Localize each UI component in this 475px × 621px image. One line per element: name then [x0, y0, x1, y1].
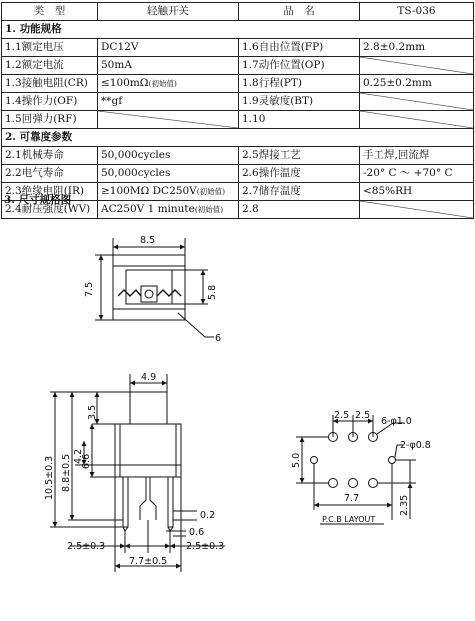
row-value: <85%RH — [360, 183, 474, 201]
dim-7-5: 7.5 — [84, 281, 95, 297]
value-text: ≤100mΩ — [101, 77, 149, 89]
empty-cell — [98, 111, 239, 129]
row-label: 1.10 — [239, 111, 360, 129]
row-label: 2.3绝缘电阻(IR) — [2, 183, 98, 201]
row-label: 1.5回弹力(RF) — [2, 111, 98, 129]
row-value: **gf — [98, 93, 239, 111]
row-value: 2.8±0.2mm — [360, 39, 474, 57]
dim-4-2: 4.2 — [73, 448, 84, 464]
left-pin — [123, 477, 128, 527]
type-value: 轻触开关 — [98, 3, 239, 21]
empty-cell — [360, 111, 474, 129]
initial-note: (初始值) — [148, 79, 177, 88]
pcb-hole — [329, 479, 338, 488]
value-text: ≥100MΩ DC250V — [101, 185, 197, 197]
pcb-dim-5-0: 5.0 — [291, 452, 302, 468]
dim-3-5: 3.5 — [87, 404, 98, 420]
table-row — [2, 111, 474, 129]
empty-cell — [360, 57, 474, 75]
section1-title: 1. 功能规格 — [2, 21, 474, 39]
pcb-pitch-2: 2.5 — [355, 410, 371, 421]
dim-0-6: 0.6 — [189, 527, 205, 538]
spec-table — [1, 2, 474, 219]
row-label: 1.7动作位置(OP) — [239, 57, 360, 75]
table-row — [2, 147, 474, 165]
row-label: 1.9灵敏度(BT) — [239, 93, 360, 111]
pcb-hole — [369, 433, 378, 442]
dim-2-5-right: 2.5±0.3 — [186, 541, 225, 552]
row-label: 2.6操作温度 — [239, 165, 360, 183]
initial-note: (初始值) — [196, 187, 226, 196]
row-label: 1.1额定电压 — [2, 39, 98, 57]
dim-7-7: 7.7±0.5 — [129, 556, 168, 567]
pcb-hole-large-label: 6-φ1.0 — [381, 416, 412, 427]
type-label: 类 型 — [2, 3, 98, 21]
pcb-hole — [329, 433, 338, 442]
right-pin — [168, 477, 173, 527]
pcb-hole — [349, 433, 358, 442]
pcb-hole-small — [311, 457, 318, 464]
empty-cell — [360, 93, 474, 111]
row-label: 1.8行程(PT) — [239, 75, 360, 93]
top-view — [95, 238, 214, 337]
row-label: 2.8 — [239, 201, 360, 219]
row-label: 2.2电气寿命 — [2, 165, 98, 183]
pcb-hole — [349, 479, 358, 488]
callout-6: 6 — [215, 333, 222, 344]
row-value: DC12V — [98, 39, 239, 57]
row-label: 2.7储存温度 — [239, 183, 360, 201]
row-label: 1.4操作力(OF) — [2, 93, 98, 111]
part-label: 品 名 — [239, 3, 360, 21]
row-label: 1.3接触电阻(CR) — [2, 75, 98, 93]
table-row — [2, 75, 474, 93]
table-row — [2, 39, 474, 57]
row-value-with-note — [98, 201, 239, 219]
pcb-hole-small — [389, 457, 396, 464]
value-text: AC250V 1 minute — [101, 203, 195, 215]
side-view — [50, 374, 225, 572]
row-label: 1.6自由位置(FP) — [239, 39, 360, 57]
dim-0-2: 0.2 — [200, 510, 216, 521]
pcb-pitch-1: 2.5 — [334, 410, 350, 421]
pcb-dim-2-35: 2.35 — [399, 494, 410, 516]
section3-title: 3. 尺寸规格图 — [4, 194, 72, 206]
initial-note: (初始值) — [194, 205, 224, 214]
actuator-stem — [130, 392, 167, 424]
part-value: TS-036 — [360, 3, 474, 21]
table-row — [2, 93, 474, 111]
dim-10-5: 10.5±0.3 — [44, 455, 55, 500]
row-label: 2.4耐压强度(WV) — [2, 201, 98, 219]
table-row — [2, 165, 474, 183]
dim-8-8: 8.8±0.5 — [61, 453, 72, 492]
pcb-dim-7-7: 7.7 — [344, 493, 360, 504]
row-value: 50mA — [98, 57, 239, 75]
top-view-body — [113, 255, 185, 320]
dim-8-5: 8.5 — [140, 235, 156, 246]
pcb-hole-small-label: 2-φ0.8 — [400, 440, 431, 451]
section2-title: 2. 可靠度参数 — [2, 129, 474, 147]
switch-body-lower — [115, 465, 181, 477]
table-row — [2, 201, 474, 219]
header-row — [2, 3, 474, 21]
pcb-caption: P.C.B LAYOUT — [322, 515, 376, 524]
pcb-layout — [296, 415, 416, 524]
row-label: 1.2额定电流 — [2, 57, 98, 75]
row-value-with-note — [98, 75, 239, 93]
dim-4-9: 4.9 — [141, 372, 157, 383]
empty-cell — [360, 201, 474, 219]
dim-6-6: 6.6 — [81, 453, 92, 469]
row-label: 2.1机械寿命 — [2, 147, 98, 165]
actuator-square — [141, 286, 157, 302]
row-value: 50,000cycles — [98, 147, 239, 165]
row-value: 手工焊,回流焊 — [360, 147, 474, 165]
row-label: 2.5焊接工艺 — [239, 147, 360, 165]
table-row — [2, 183, 474, 201]
actuator-circle — [145, 290, 153, 298]
top-view-inner — [126, 270, 172, 304]
row-value-with-note — [98, 183, 239, 201]
row-value: 50,000cycles — [98, 165, 239, 183]
row-value: -20° C ～ +70° C — [360, 165, 474, 183]
dim-2-5-left: 2.5±0.3 — [67, 541, 106, 552]
pcb-hole — [369, 479, 378, 488]
switch-body-upper — [115, 424, 181, 465]
dim-5-8: 5.8 — [207, 284, 218, 300]
row-value: 0.25±0.2mm — [360, 75, 474, 93]
table-row — [2, 57, 474, 75]
